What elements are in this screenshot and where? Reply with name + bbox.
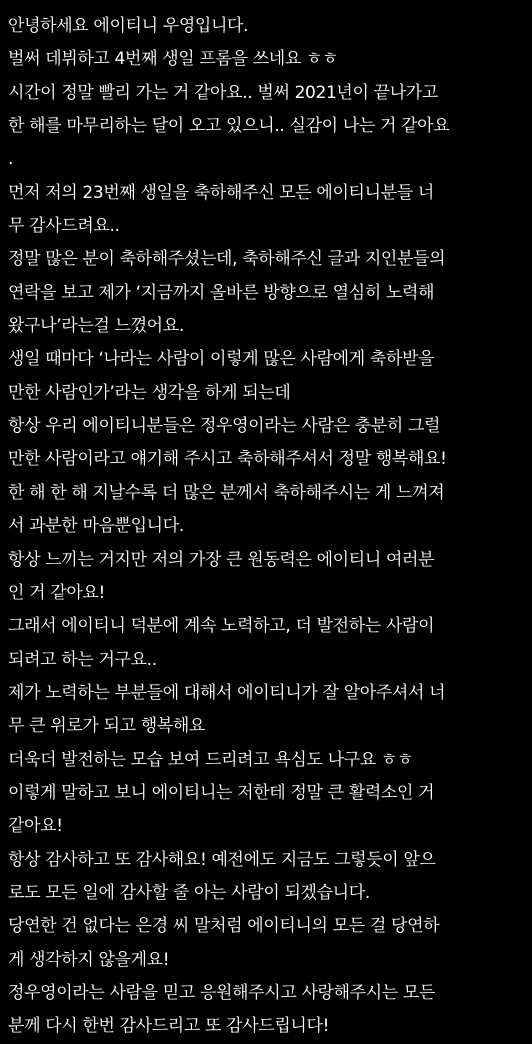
letter-line: 그래서 에이티니 덕분에 계속 노력하고, 더 발전하는 사람이 (8, 616, 435, 637)
letter-line: 한 해 한 해 지날수록 더 많은 분께서 축하해주시는 게 느껴져 (8, 482, 445, 503)
letter-line: 생일 때마다 ‘나라는 사람이 이렇게 많은 사람에게 축하받을 (8, 349, 435, 370)
letter-line: 연락을 보고 제가 ‘지금까지 올바른 방향으로 열심히 노력해 (8, 282, 435, 303)
letter-line: 안녕하세요 에이티니 우영입니다. (8, 16, 249, 36)
letter-line: 로도 모든 일에 감사할 줄 아는 사람이 되겠습니다. (8, 882, 370, 903)
letter-line: 한 해를 마무리하는 달이 오고 있으니.. 실감이 나는 거 같아요 (8, 116, 450, 137)
letter-line: . (8, 149, 14, 170)
letter-line: 정말 많은 분이 축하해주셨는데, 축하해주신 글과 지인분들의 (8, 249, 446, 270)
letter-line: 제가 노력하는 부분들에 대해서 에이티니가 잘 알아주셔서 너 (8, 682, 446, 703)
letter-line: 더욱더 발전하는 모습 보여 드리려고 욕심도 나구요 ㅎㅎ (8, 749, 414, 770)
letter-line: 정우영이라는 사람을 믿고 응원해주시고 사랑해주시는 모든 (8, 982, 436, 1003)
letter-line: 만한 사람인가’라는 생각을 하게 되는데 (8, 382, 291, 403)
letter-line: 분께 다시 한번 감사드리고 또 감사드립니다! (8, 1016, 330, 1037)
letter-line: 무 큰 위로가 되고 행복해요 (8, 716, 206, 737)
letter-line: 무 감사드려요.. (8, 216, 120, 237)
letter-line: 항상 감사하고 또 감사해요! 예전에도 지금도 그렇듯이 앞으 (8, 849, 436, 870)
letter-line: 같아요! (8, 816, 63, 837)
letter-line: 되려고 하는 거구요.. (8, 649, 157, 670)
letter-line: 왔구나’라는걸 느꼈어요. (8, 316, 184, 337)
letter-line: 서 과분한 마음뿐입니다. (8, 516, 184, 537)
letter-line: 벌써 데뷔하고 4번째 생일 프롬을 쓰네요 ㅎㅎ (8, 49, 339, 70)
letter-line: 먼저 저의 23번째 생일을 축하해주신 모든 에이티니분들 너 (8, 182, 434, 203)
letter-line: 게 생각하지 않을게요! (8, 949, 170, 970)
letter-line: 만한 사람이라고 얘기해 주시고 축하해주셔서 정말 행복해요! (8, 449, 447, 470)
letter-line: 당연한 건 없다는 은경 씨 말처럼 에이티니의 모든 걸 당연하 (8, 916, 440, 937)
letter-line: 시간이 정말 빨리 가는 거 같아요.. 벌써 2021년이 끝나가고 (8, 82, 438, 103)
letter-line: 이렇게 말하고 보니 에이티니는 저한테 정말 큰 활력소인 거 (8, 782, 435, 803)
letter-line: 인 거 같아요! (8, 582, 105, 603)
letter-line: 항상 우리 에이티니분들은 정우영이라는 사람은 충분히 그럴 (8, 416, 441, 437)
letter-line: 항상 느끼는 거지만 저의 가장 큰 원동력은 에이티니 여러분 (8, 549, 435, 570)
